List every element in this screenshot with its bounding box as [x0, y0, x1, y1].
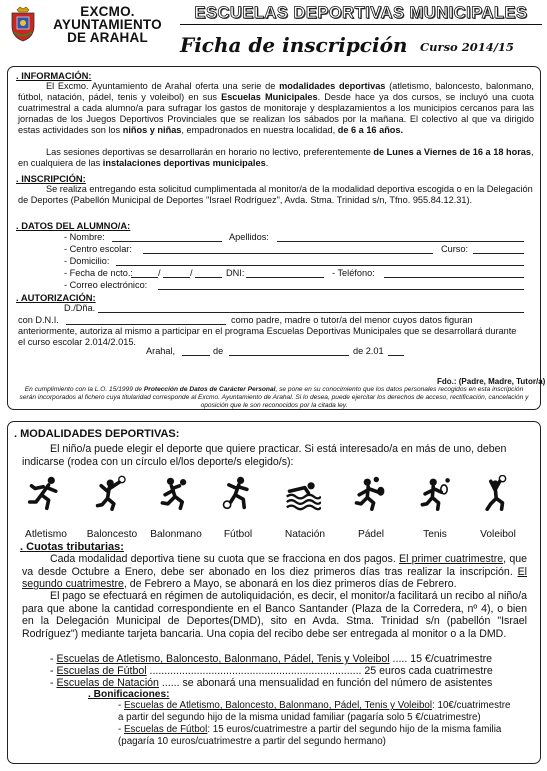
sport-label-swimming: Natación: [284, 529, 326, 540]
sign-month-field[interactable]: [229, 346, 349, 356]
schedule-paragraph: Las sesiones deportivas se desarrollarán en horario no lectivo, preferentemente de Lunes a Viernes de 16 a 18 horas, en cualquiera de las instalaciones deportivas municipales.: [18, 147, 534, 168]
sports-intro: El niño/a puede elegir el deporte que quiere practicar. Si está interesado/a en más de uno, deben indicarse (rodea con un círculo el/los deporte/s elegido/s):: [22, 443, 507, 468]
birth-year-field[interactable]: [195, 268, 222, 278]
address-field[interactable]: [116, 256, 524, 266]
birth-month-field[interactable]: [163, 268, 190, 278]
info-heading: . INFORMACIÓN:: [16, 70, 92, 81]
town-hall-name-line3: DE ARAHAL: [67, 30, 148, 45]
discount-football: - Escuelas de Fútbol: 15 euros/cuatrimestre a partir del segundo hijo de la misma familia: [118, 724, 502, 735]
discount-general-detail: a partir del segundo hijo de la misma unidad familiar (pagaría solo 5 €/cuatrimestre): [118, 712, 481, 723]
info-paragraph: El Excmo. Ayuntamiento de Arahal oferta una serie de modalidades deportivas (atletismo, baloncesto, balonmano, fútbol, natación, pádel, tenis y voleibol) en sus Escuelas Municipales. Desde hace ya dos cursos, se incluyó una cuota cuatrimestral a cada alumno/a para sufragar los gastos de monitoraje y desplazamientos a los municipios cercanos para las jornadas de los Juegos Deportivos Provinciales que se realizan los sábados por la mañana. El colectivo al que va dirigido estas actividades son los niños y niñas, empadronados en nuestra localidad, de 6 a 16 años.: [18, 81, 534, 135]
town-hall-name-line2: AYUNTAMIENTO: [53, 17, 162, 32]
date-de-label: de: [213, 346, 224, 356]
sports-heading: . MODALIDADES DEPORTIVAS:: [14, 428, 180, 440]
inscription-text: Se realiza entregando esta solicitud cumplimentada al monitor/a de la modalidad deportiva escogida o en la Delegación de Deportes (Pabellón Municipal de Deportes "Israel Rodríguez", Avda. Stma. Trinidad s/n, Tfno. 955.84.12.31).: [18, 184, 533, 205]
student-data-heading: . DATOS DEL ALUMNO/A:: [16, 220, 131, 231]
sign-year-field[interactable]: [388, 346, 404, 356]
payment-paragraph: El pago se efectuará en régimen de autoliquidación, es decir, el monitor/a facilitará un recibo al niño/a para que abone la cantidad correspondiente en el Banco Santander (Plaza de la Corredera, nº 4), o bien en la Delegación Municipal de Deportes(DMD), sito en Avda. Stma. Trinidad s/n (pabellón "Israel Rodríguez") mediante tarjeta bancaria. Una copia del recibo debe ser entregada al monitor o a la DMD.: [22, 590, 528, 640]
coat-of-arms-icon: [8, 6, 38, 42]
surname-field[interactable]: [277, 232, 524, 242]
sport-label-volleyball: Voleibol: [480, 529, 516, 540]
inscription-heading: . INSCRIPCIÓN:: [16, 173, 86, 184]
data-protection-notice: En cumplimiento con la L.O. 15/1999 de Protección de Datos de Carácter Personal, se pone en su conocimiento que los datos personales recogidos en esta inscripción serán incorporados al fichero cuya titularidad corresponde al Excmo. Ayuntamiento de Arahal. Si lo desea, puede ejercitar los derechos de acceso, rectificación, cancelación y oposición que le son reconocidos por la citada ley.: [19, 386, 529, 409]
year-prefix-label: de 2.01: [353, 346, 384, 356]
title-divider: [180, 24, 542, 25]
fees-heading: . Cuotas tributarias:: [20, 541, 124, 553]
page-title: ESCUELAS DEPORTIVAS MUNICIPALES: [194, 4, 528, 22]
dni-field[interactable]: [246, 268, 324, 278]
date-separator: /: [190, 268, 193, 278]
name-label: - Nombre:: [64, 232, 105, 242]
birthdate-label: - Fecha de ncto.:: [64, 268, 133, 278]
guardian-dni-label: con D.N.I.: [18, 315, 59, 325]
phone-field[interactable]: [384, 268, 524, 278]
sport-label-basketball: Baloncesto: [86, 529, 138, 540]
name-field[interactable]: [112, 232, 222, 242]
email-label: - Correo electrónico:: [64, 280, 148, 290]
school-field[interactable]: [143, 244, 433, 254]
sport-label-tennis: Tenis: [423, 529, 447, 540]
basketball-icon[interactable]: [94, 475, 130, 511]
signature-label: Fdo.: (Padre, Madre, Tutor/a): [437, 377, 546, 386]
grade-label: Curso:: [441, 244, 469, 254]
school-label: - Centro escolar:: [64, 244, 132, 254]
guardian-name-field[interactable]: [98, 303, 524, 313]
authorization-heading: . AUTORIZACIÓN:: [16, 292, 96, 303]
guardian-dni-field[interactable]: [66, 315, 226, 325]
handball-icon[interactable]: [157, 475, 193, 511]
email-field[interactable]: [158, 280, 524, 290]
course-year: Curso 2014/15: [420, 40, 514, 54]
fees-paragraph: Cada modalidad deportiva tiene su cuota que se fracciona en dos pagos. El primer cuatrimestre, que va desde Octubre a Enero, debe ser abonado en los diez primeros días tras realizar la inscripción. El segundo cuatrimestre, de Febrero a Mayo, se abonará en los diez primeros días de Febrero.: [22, 553, 527, 591]
padel-icon[interactable]: [352, 475, 388, 511]
authorization-text-1: como padre, madre o tutor/a del menor cuyos datos figuran: [231, 315, 473, 325]
discount-general: - Escuelas de Atletismo, Baloncesto, Balonmano, Pádel, Tenis y Voleibol: 10€/cuatrimestre: [118, 700, 511, 711]
grade-field[interactable]: [473, 244, 524, 254]
sport-label-athletics: Atletismo: [25, 529, 67, 540]
surname-label: Apellidos:: [229, 232, 269, 242]
football-icon[interactable]: [219, 475, 255, 511]
fee-line-general: - Escuelas de Atletismo, Baloncesto, Balonmano, Pádel, Tenis y Voleibol ..... 15 €/cuatrimestre: [50, 653, 493, 665]
date-separator: /: [158, 268, 161, 278]
town-hall-name-line1: EXCMO.: [80, 4, 135, 19]
tennis-icon[interactable]: [417, 475, 453, 511]
swimming-icon[interactable]: [285, 475, 321, 511]
volleyball-icon[interactable]: [480, 475, 516, 511]
sport-label-football: Fútbol: [223, 529, 253, 540]
authorization-text-2: anteriormente, autoriza al mismo a participar en el programa Escuelas Deportivas Municipales que se desarrollará durante el curso escolar 2.014/2.015.: [18, 326, 517, 347]
athletics-icon[interactable]: [27, 475, 63, 511]
dni-label: DNI:: [226, 268, 245, 278]
fee-line-swimming: - Escuelas de Natación ...... se abonará una mensualidad en función del número de asistentes: [50, 677, 493, 689]
sign-day-field[interactable]: [182, 346, 210, 356]
discount-football-detail: (pagaría 10 euros/cuatrimestre a partir del segundo hermano): [118, 736, 386, 747]
place-label: Arahal,: [146, 346, 176, 356]
discounts-heading: . Bonificaciones:: [88, 689, 170, 700]
phone-label: - Teléfono:: [332, 268, 375, 278]
sport-label-padel: Pádel: [357, 529, 385, 540]
address-label: - Domicilio:: [64, 256, 110, 266]
birth-day-field[interactable]: [131, 268, 158, 278]
guardian-name-label: D./Dña.: [64, 303, 96, 313]
sport-label-handball: Balonmano: [150, 529, 202, 540]
form-subtitle: Ficha de inscripción: [180, 33, 408, 57]
fee-line-football: - Escuelas de Fútbol ........................................................................ 25 euros cada cuatrimestre: [50, 665, 493, 677]
